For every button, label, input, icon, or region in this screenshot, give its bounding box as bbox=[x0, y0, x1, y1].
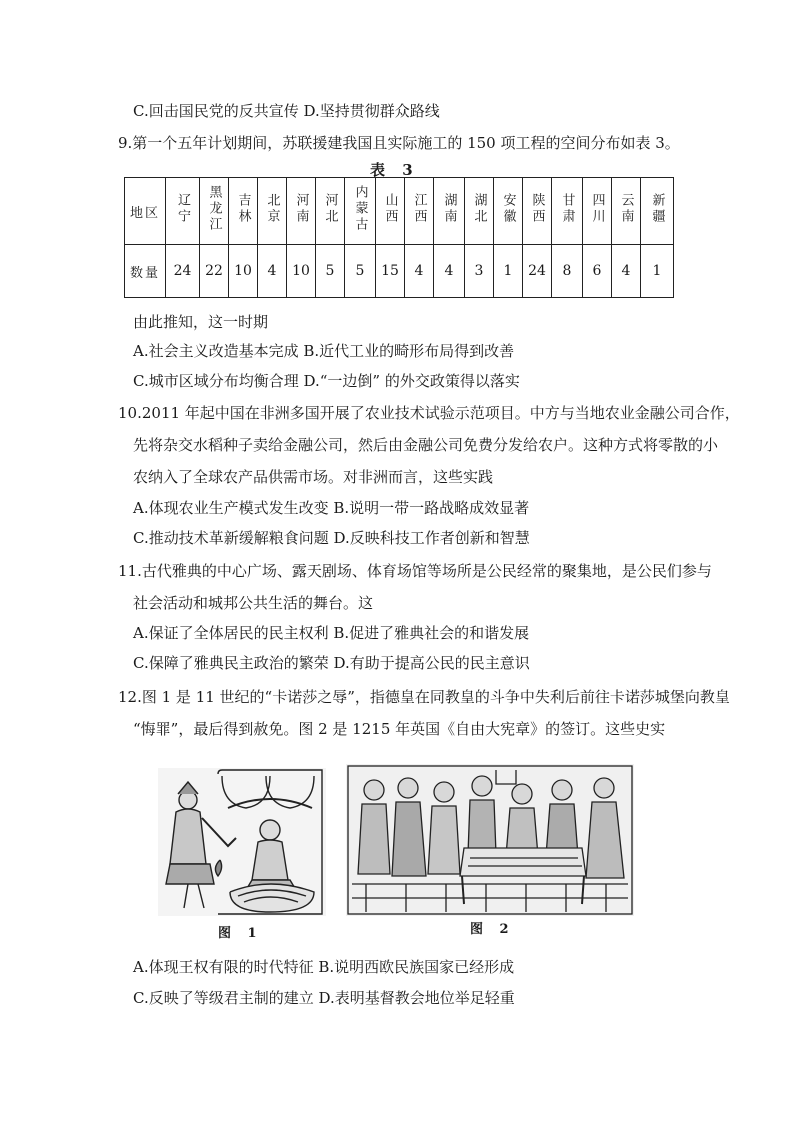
q12-line-1: 12.图 1 是 11 世纪的“卡诺莎之辱”，指德皇在同教皇的斗争中失利后前往卡诺莎城堡向教皇 bbox=[118, 688, 730, 706]
q10-line-1: 10.2011 年起中国在非洲多国开展了农业技术试验示范项目。中方与当地农业金融公司合作， bbox=[118, 404, 740, 422]
region-header-cell bbox=[583, 178, 612, 245]
q9-option-cd: C.城市区域分布均衡合理 D.“一边倒” 的外交政策得以落实 bbox=[133, 372, 520, 390]
canossa-illustration bbox=[158, 768, 326, 916]
region-header-cell bbox=[612, 178, 641, 245]
row-label-count: 数量 bbox=[125, 245, 166, 298]
project-count-cell: 6 bbox=[583, 245, 612, 298]
project-count-cell: 4 bbox=[405, 245, 434, 298]
region-header-cell bbox=[287, 178, 316, 245]
region-name: 四川 bbox=[589, 193, 605, 225]
table-row-counts bbox=[125, 245, 674, 298]
region-header-cell bbox=[316, 178, 345, 245]
region-header-cell bbox=[405, 178, 434, 245]
q10-option-ab: A.体现农业生产模式发生改变 B.说明一带一路战略成效显著 bbox=[133, 499, 530, 517]
region-name: 甘肃 bbox=[559, 193, 575, 225]
q11-line-2: 社会活动和城邦公共生活的舞台。这 bbox=[133, 594, 374, 612]
project-count-cell: 4 bbox=[612, 245, 641, 298]
q8-option-cd: C.回击国民党的反共宣传 D.坚持贯彻群众路线 bbox=[133, 102, 440, 120]
project-count-cell: 4 bbox=[434, 245, 465, 298]
distribution-table bbox=[124, 177, 674, 298]
q11-line-1: 11.古代雅典的中心广场、露天剧场、体育场馆等场所是公民经常的聚集地，是公民们参与 bbox=[118, 562, 712, 580]
region-name: 云南 bbox=[618, 193, 634, 225]
region-header-cell bbox=[376, 178, 405, 245]
project-count-cell: 1 bbox=[641, 245, 674, 298]
region-name: 湖南 bbox=[441, 193, 457, 225]
region-header-cell bbox=[552, 178, 583, 245]
q9-prompt: 由此推知，这一时期 bbox=[133, 313, 269, 331]
q10-option-cd: C.推动技术革新缓解粮食问题 D.反映科技工作者创新和智慧 bbox=[133, 529, 530, 547]
table-row-regions bbox=[125, 178, 674, 245]
region-name: 北京 bbox=[264, 193, 280, 225]
region-header-cell bbox=[345, 178, 376, 245]
project-count-cell: 8 bbox=[552, 245, 583, 298]
row-label-region: 地区 bbox=[125, 178, 166, 245]
region-name: 河南 bbox=[293, 193, 309, 225]
project-count-cell: 5 bbox=[345, 245, 376, 298]
region-header-cell bbox=[523, 178, 552, 245]
region-name: 新疆 bbox=[649, 193, 665, 225]
region-name: 湖北 bbox=[471, 193, 487, 225]
region-name: 吉林 bbox=[235, 193, 251, 225]
q10-line-2: 先将杂交水稻种子卖给金融公司，然后由金融公司免费分发给农户。这种方式将零散的小 bbox=[133, 436, 719, 454]
project-count-cell: 3 bbox=[465, 245, 494, 298]
project-count-cell: 4 bbox=[258, 245, 287, 298]
region-header-cell bbox=[494, 178, 523, 245]
project-count-cell: 10 bbox=[287, 245, 316, 298]
project-count-cell: 24 bbox=[166, 245, 200, 298]
q10-line-3: 农纳入了全球农产品供需市场。对非洲而言，这些实践 bbox=[133, 468, 494, 486]
region-name: 黑龙江 bbox=[206, 185, 222, 233]
region-header-cell bbox=[229, 178, 258, 245]
q9-option-ab: A.社会主义改造基本完成 B.近代工业的畸形布局得到改善 bbox=[133, 342, 515, 360]
project-count-cell: 1 bbox=[494, 245, 523, 298]
region-header-cell bbox=[200, 178, 229, 245]
figure-1-caption: 图 1 bbox=[218, 926, 263, 941]
region-header-cell bbox=[166, 178, 200, 245]
region-header-cell bbox=[434, 178, 465, 245]
project-count-cell: 22 bbox=[200, 245, 229, 298]
q9-stem: 9.第一个五年计划期间，苏联援建我国且实际施工的 150 项工程的空间分布如表 3。 bbox=[118, 134, 680, 152]
project-count-cell: 15 bbox=[376, 245, 405, 298]
region-header-cell bbox=[641, 178, 674, 245]
region-header-cell bbox=[465, 178, 494, 245]
region-name: 山西 bbox=[382, 193, 398, 225]
q12-option-cd: C.反映了等级君主制的建立 D.表明基督教会地位举足轻重 bbox=[133, 989, 515, 1007]
magna-carta-illustration bbox=[346, 764, 634, 916]
region-name: 安徽 bbox=[500, 193, 516, 225]
project-count-cell: 5 bbox=[316, 245, 345, 298]
q12-line-2: “悔罪”，最后得到赦免。图 2 是 1215 年英国《自由大宪章》的签订。这些史实 bbox=[133, 720, 666, 738]
q11-option-ab: A.保证了全体居民的民主权利 B.促进了雅典社会的和谐发展 bbox=[133, 624, 530, 642]
q11-option-cd: C.保障了雅典民主政治的繁荣 D.有助于提高公民的民主意识 bbox=[133, 654, 530, 672]
region-name: 河北 bbox=[322, 193, 338, 225]
project-count-cell: 10 bbox=[229, 245, 258, 298]
region-name: 江西 bbox=[411, 193, 427, 225]
q12-option-ab: A.体现王权有限的时代特征 B.说明西欧民族国家已经形成 bbox=[133, 958, 515, 976]
region-name: 陕西 bbox=[529, 193, 545, 225]
figure-2-caption: 图 2 bbox=[470, 922, 515, 937]
project-count-cell: 24 bbox=[523, 245, 552, 298]
region-header-cell bbox=[258, 178, 287, 245]
region-name: 辽宁 bbox=[175, 193, 190, 225]
table-title: 表 3 bbox=[370, 161, 419, 179]
region-name: 内蒙古 bbox=[352, 185, 368, 233]
